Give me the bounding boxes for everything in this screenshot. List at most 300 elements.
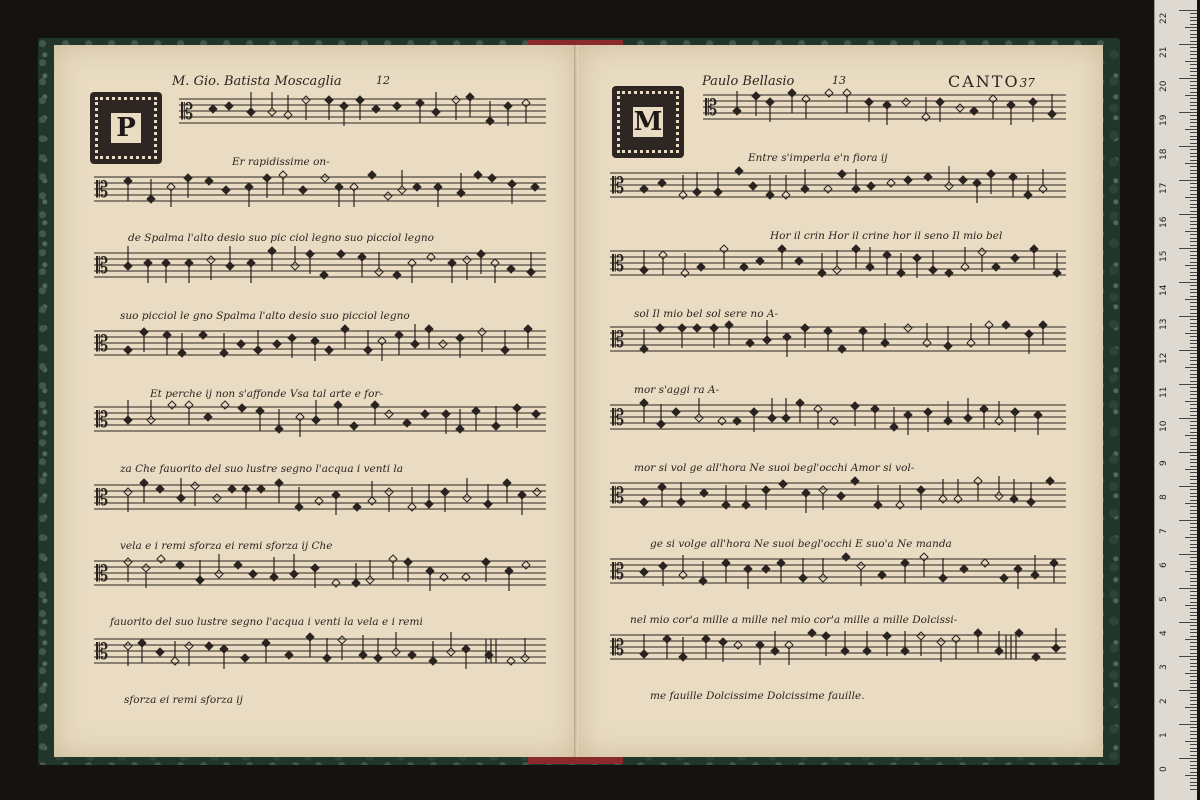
left-lyric-line: fauorito del suo lustre segno l'acqua i venti la vela e i remi — [110, 616, 423, 628]
note-head — [762, 486, 770, 494]
note-head — [746, 339, 754, 347]
note-head — [332, 491, 340, 499]
note-head — [768, 414, 776, 422]
ruler-tick — [1179, 10, 1197, 11]
note-head — [838, 170, 846, 178]
ruler-tick — [1190, 680, 1197, 681]
ruler-tick — [1190, 731, 1197, 732]
note-head — [242, 485, 250, 493]
note-head — [156, 485, 164, 493]
ruler-tick — [1190, 177, 1197, 178]
note-head — [722, 501, 730, 509]
note-head — [462, 645, 470, 653]
right-lyric-line: mor si vol ge all'hora Ne suoi begl'occhi Amor si vol- — [634, 462, 915, 474]
note-head — [1039, 185, 1047, 193]
note-head — [385, 410, 393, 418]
ruler-tick — [1190, 649, 1197, 650]
ruler-tick — [1190, 224, 1197, 225]
ruler-tick — [1190, 394, 1197, 395]
note-head — [995, 492, 1003, 500]
note-head — [939, 495, 947, 503]
ruler-tick — [1179, 690, 1197, 691]
note-head — [838, 345, 846, 353]
note-head — [209, 105, 217, 113]
ruler-tick — [1190, 445, 1197, 446]
ruler-tick — [1190, 364, 1197, 365]
ruler-tick — [1190, 190, 1197, 191]
note-head — [640, 266, 648, 274]
clef-icon: 𝄡 — [96, 178, 109, 203]
right-lyric-line: ge si volge all'hora Ne suoi begl'occhi E suo'a Ne manda — [650, 538, 952, 550]
note-head — [924, 173, 932, 181]
ruler-tick — [1190, 547, 1197, 548]
note-head — [700, 489, 708, 497]
music-staff — [610, 166, 1066, 203]
note-head — [366, 576, 374, 584]
ruler-tick — [1190, 88, 1197, 89]
note-head — [693, 188, 701, 196]
note-head — [477, 250, 485, 258]
note-head — [640, 185, 648, 193]
note-head — [234, 561, 242, 569]
clef-icon: 𝄡 — [612, 174, 625, 199]
ruler-tick — [1185, 503, 1197, 504]
note-head — [228, 485, 236, 493]
music-staff — [94, 400, 546, 437]
clef-icon: 𝄡 — [612, 636, 625, 661]
ruler-tick — [1185, 95, 1197, 96]
note-head — [124, 558, 132, 566]
note-head — [640, 650, 648, 658]
ruler-number: 1 — [1159, 732, 1169, 738]
note-head — [501, 346, 509, 354]
ruler-tick — [1179, 248, 1197, 249]
note-head — [819, 486, 827, 494]
music-staff — [610, 398, 1066, 435]
ruler-tick — [1190, 255, 1197, 256]
note-head — [852, 185, 860, 193]
note-head — [841, 647, 849, 655]
note-head — [1034, 411, 1042, 419]
note-head — [524, 325, 532, 333]
ruler-tick — [1190, 530, 1197, 531]
ruler-tick — [1190, 200, 1197, 201]
note-head — [697, 263, 705, 271]
note-head — [656, 324, 664, 332]
ruler-tick — [1185, 741, 1197, 742]
ruler-tick — [1179, 44, 1197, 45]
ruler-tick — [1190, 608, 1197, 609]
note-head — [177, 494, 185, 502]
ruler-tick — [1190, 81, 1197, 82]
note-head — [924, 408, 932, 416]
note-head — [323, 654, 331, 662]
measuring-ruler — [1154, 0, 1197, 800]
ruler-tick — [1190, 697, 1197, 698]
note-head — [1052, 644, 1060, 652]
clef-icon: 𝄡 — [612, 406, 625, 431]
note-head — [782, 414, 790, 422]
ruler-tick — [1185, 231, 1197, 232]
right-page-header: Paulo Bellasio — [702, 74, 795, 89]
note-head — [851, 402, 859, 410]
ruler-tick — [1190, 442, 1197, 443]
ruler-tick — [1190, 500, 1197, 501]
note-head — [533, 488, 541, 496]
right-lyric-line: Entre s'imperla e'n fiora ij — [748, 152, 888, 164]
note-head — [124, 262, 132, 270]
note-head — [883, 632, 891, 640]
note-head — [1024, 191, 1032, 199]
music-staff — [610, 245, 1066, 278]
note-head — [1000, 574, 1008, 582]
note-head — [890, 423, 898, 431]
ruler-tick — [1190, 207, 1197, 208]
ruler-number: 18 — [1159, 148, 1169, 160]
ruler-tick — [1185, 367, 1197, 368]
ruler-tick — [1190, 574, 1197, 575]
note-head — [507, 265, 515, 273]
ruler-tick — [1190, 748, 1197, 749]
ruler-number: 0 — [1159, 766, 1169, 772]
ruler-tick — [1190, 466, 1197, 467]
note-head — [372, 105, 380, 113]
note-head — [710, 324, 718, 332]
note-head — [954, 495, 962, 503]
note-head — [171, 657, 179, 665]
ruler-tick — [1190, 187, 1197, 188]
note-head — [299, 186, 307, 194]
note-head — [421, 410, 429, 418]
ruler-tick — [1190, 411, 1197, 412]
ruler-tick — [1190, 279, 1197, 280]
note-head — [658, 179, 666, 187]
note-head — [904, 324, 912, 332]
ruler-tick — [1190, 360, 1197, 361]
ruler-tick — [1190, 544, 1197, 545]
ruler-tick — [1190, 561, 1197, 562]
ruler-tick — [1190, 238, 1197, 239]
ruler-number: 7 — [1159, 528, 1169, 534]
left-lyric-line: za Che fauorito del suo lustre segno l'acqua i venti la — [120, 463, 404, 475]
ruler-tick — [1190, 34, 1197, 35]
ruler-tick — [1190, 683, 1197, 684]
note-head — [959, 176, 967, 184]
note-head — [830, 417, 838, 425]
ruler-tick — [1190, 568, 1197, 569]
note-head — [980, 405, 988, 413]
note-head — [257, 485, 265, 493]
ruler-tick — [1179, 452, 1197, 453]
ruler-tick — [1190, 782, 1197, 783]
ruler-tick — [1185, 27, 1197, 28]
music-staff — [94, 632, 546, 669]
note-head — [961, 263, 969, 271]
note-head — [457, 189, 465, 197]
note-head — [766, 191, 774, 199]
ruler-tick — [1185, 571, 1197, 572]
ruler-tick — [1190, 591, 1197, 592]
ruler-tick — [1190, 258, 1197, 259]
ruler-number: 10 — [1159, 420, 1169, 432]
ruler-tick — [1179, 758, 1197, 759]
note-head — [311, 337, 319, 345]
note-head — [734, 641, 742, 649]
note-head — [296, 413, 304, 421]
note-head — [842, 553, 850, 561]
ruler-tick — [1190, 717, 1197, 718]
left-lyric-line: vela e i remi sforza ei remi sforza ij Che — [120, 540, 333, 552]
note-head — [350, 183, 358, 191]
note-head — [425, 500, 433, 508]
note-head — [238, 404, 246, 412]
ruler-number: 6 — [1159, 562, 1169, 568]
note-head — [456, 334, 464, 342]
note-head — [679, 191, 687, 199]
right-lyric-line: nel mio cor'a mille a mille nel mio cor'a mille a mille Dolcissi- — [630, 614, 958, 626]
note-head — [693, 324, 701, 332]
note-head — [404, 558, 412, 566]
ruler-tick — [1190, 513, 1197, 514]
note-head — [204, 413, 212, 421]
note-head — [440, 573, 448, 581]
note-head — [756, 257, 764, 265]
ruler-number: 22 — [1159, 12, 1169, 24]
note-head — [531, 183, 539, 191]
ruler-tick — [1190, 173, 1197, 174]
ruler-tick — [1185, 61, 1197, 62]
ruler-tick — [1190, 428, 1197, 429]
ruler-tick — [1190, 149, 1197, 150]
note-head — [364, 346, 372, 354]
ruler-number: 9 — [1159, 460, 1169, 466]
ruler-number: 21 — [1159, 46, 1169, 58]
note-head — [213, 494, 221, 502]
note-head — [808, 629, 816, 637]
ruler-tick — [1190, 306, 1197, 307]
ruler-tick — [1190, 24, 1197, 25]
ruler-tick — [1190, 772, 1197, 773]
note-head — [818, 269, 826, 277]
note-head — [679, 571, 687, 579]
ruler-tick — [1179, 282, 1197, 283]
ruler-tick — [1190, 738, 1197, 739]
ruler-number: 20 — [1159, 80, 1169, 92]
note-head — [442, 410, 450, 418]
note-head — [220, 645, 228, 653]
ruler-tick — [1190, 459, 1197, 460]
left-lyric-line: sforza ei remi sforza ij — [124, 694, 243, 706]
note-head — [320, 271, 328, 279]
music-staff — [94, 170, 546, 207]
ruler-number: 17 — [1159, 182, 1169, 194]
ruler-tick — [1190, 653, 1197, 654]
note-head — [226, 262, 234, 270]
ruler-tick — [1190, 789, 1197, 790]
ruler-tick — [1190, 438, 1197, 439]
ruler-tick — [1190, 721, 1197, 722]
note-head — [766, 98, 774, 106]
ruler-tick — [1190, 506, 1197, 507]
ruler-tick — [1190, 126, 1197, 127]
ruler-tick — [1190, 449, 1197, 450]
ruler-tick — [1190, 285, 1197, 286]
note-head — [795, 257, 803, 265]
note-head — [944, 342, 952, 350]
note-head — [398, 186, 406, 194]
note-head — [970, 107, 978, 115]
clef-icon: 𝄡 — [612, 252, 625, 277]
note-head — [778, 245, 786, 253]
note-head — [967, 339, 975, 347]
ruler-tick — [1190, 153, 1197, 154]
note-head — [1031, 571, 1039, 579]
ruler-tick — [1179, 78, 1197, 79]
ruler-number: 2 — [1159, 698, 1169, 704]
left-lyric-line: suo picciol le gno Spalma l'alto desio suo picciol legno — [120, 310, 410, 322]
ruler-tick — [1185, 197, 1197, 198]
ruler-tick — [1190, 714, 1197, 715]
note-head — [447, 648, 455, 656]
note-head — [904, 411, 912, 419]
note-head — [1029, 98, 1037, 106]
ruler-tick — [1190, 228, 1197, 229]
note-head — [321, 174, 329, 182]
ruler-tick — [1190, 625, 1197, 626]
note-head — [995, 647, 1003, 655]
ruler-tick — [1185, 435, 1197, 436]
note-head — [275, 479, 283, 487]
ruler-tick — [1190, 115, 1197, 116]
note-head — [985, 321, 993, 329]
note-head — [408, 259, 416, 267]
ruler-tick — [1190, 377, 1197, 378]
ruler-tick — [1190, 204, 1197, 205]
note-head — [1039, 321, 1047, 329]
ruler-tick — [1185, 333, 1197, 334]
ruler-tick — [1190, 646, 1197, 647]
note-head — [960, 565, 968, 573]
note-head — [799, 574, 807, 582]
right-page-number: 13 — [832, 74, 846, 87]
note-head — [744, 565, 752, 573]
note-head — [851, 477, 859, 485]
note-head — [782, 191, 790, 199]
note-head — [353, 503, 361, 511]
note-head — [503, 479, 511, 487]
ruler-tick — [1190, 489, 1197, 490]
ruler-tick — [1190, 47, 1197, 48]
clef-icon: 𝄡 — [96, 254, 109, 279]
ruler-tick — [1190, 64, 1197, 65]
ruler-tick — [1190, 632, 1197, 633]
note-head — [199, 331, 207, 339]
ruler-tick — [1190, 761, 1197, 762]
note-head — [124, 416, 132, 424]
ruler-tick — [1190, 768, 1197, 769]
note-head — [156, 648, 164, 656]
note-head — [699, 577, 707, 585]
note-head — [393, 102, 401, 110]
ruler-tick — [1190, 166, 1197, 167]
ruler-tick — [1190, 517, 1197, 518]
ruler-tick — [1190, 68, 1197, 69]
note-head — [883, 101, 891, 109]
note-head — [338, 636, 346, 644]
ruler-tick — [1190, 496, 1197, 497]
clef-icon: 𝄡 — [612, 560, 625, 585]
ruler-tick — [1190, 534, 1197, 535]
ruler-tick — [1190, 217, 1197, 218]
note-head — [220, 349, 228, 357]
note-head — [863, 647, 871, 655]
note-head — [463, 494, 471, 502]
ruler-tick — [1190, 666, 1197, 667]
note-head — [247, 108, 255, 116]
note-head — [981, 559, 989, 567]
note-head — [883, 251, 891, 259]
clef-icon: 𝄡 — [612, 328, 625, 353]
note-head — [1010, 495, 1018, 503]
note-head — [140, 479, 148, 487]
note-head — [273, 340, 281, 348]
note-head — [742, 501, 750, 509]
note-head — [392, 648, 400, 656]
ruler-tick — [1190, 347, 1197, 348]
ruler-tick — [1190, 527, 1197, 528]
note-head — [359, 651, 367, 659]
clef-icon: 𝄡 — [96, 640, 109, 665]
ruler-tick — [1190, 262, 1197, 263]
ruler-tick — [1190, 415, 1197, 416]
ruler-tick — [1179, 622, 1197, 623]
ruler-tick — [1190, 336, 1197, 337]
note-head — [917, 486, 925, 494]
note-head — [378, 337, 386, 345]
ruler-tick — [1190, 156, 1197, 157]
note-head — [825, 89, 833, 97]
note-head — [750, 408, 758, 416]
note-head — [389, 555, 397, 563]
note-head — [142, 564, 150, 572]
note-head — [270, 573, 278, 581]
note-head — [311, 564, 319, 572]
note-head — [802, 95, 810, 103]
note-head — [505, 567, 513, 575]
note-head — [124, 346, 132, 354]
note-head — [1053, 269, 1061, 277]
ruler-tick — [1190, 251, 1197, 252]
ruler-tick — [1190, 425, 1197, 426]
note-head — [819, 574, 827, 582]
ruler-tick — [1190, 523, 1197, 524]
note-head — [124, 488, 132, 496]
note-head — [522, 99, 530, 107]
ruler-tick — [1190, 404, 1197, 405]
ruler-tick — [1179, 554, 1197, 555]
note-head — [752, 92, 760, 100]
note-head — [167, 183, 175, 191]
ruler-tick — [1190, 374, 1197, 375]
ruler-tick — [1185, 469, 1197, 470]
note-head — [763, 336, 771, 344]
note-head — [657, 420, 665, 428]
note-head — [522, 561, 530, 569]
ruler-tick — [1190, 13, 1197, 14]
ruler-tick — [1190, 540, 1197, 541]
note-head — [508, 180, 516, 188]
note-head — [735, 167, 743, 175]
